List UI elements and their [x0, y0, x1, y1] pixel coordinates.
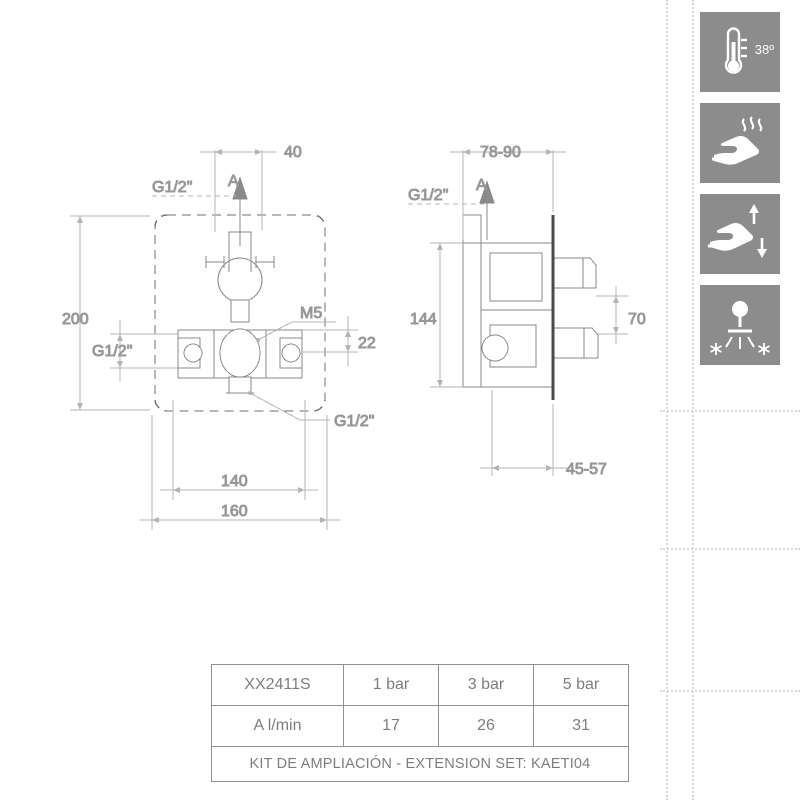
dim-200-label: 200: [62, 311, 89, 328]
dotted-divider-left: [666, 0, 668, 800]
cell-flow-3bar: 26: [439, 706, 534, 747]
dim-160-label: 160: [221, 503, 248, 520]
dim-45-57-label: 45-57: [566, 461, 607, 478]
cell-extension-set: KIT DE AMPLIACIÓN - EXTENSION SET: KAETI04: [212, 747, 629, 782]
dim-22-label: 22: [358, 335, 376, 352]
side-arrow-label: A: [476, 177, 487, 194]
table-row-header: [212, 665, 629, 706]
feature-icon-hot-water: [700, 103, 780, 183]
front-arrow-label: A: [228, 173, 239, 190]
dim-70: [596, 286, 628, 344]
dim-40-label: 40: [284, 144, 302, 161]
thermostatic-temp-label: 38º: [754, 42, 774, 57]
dotted-divider-h3: [660, 690, 800, 692]
side-valve-body: [463, 215, 598, 400]
table-row-flow: [212, 706, 629, 747]
feature-icon-shower-spray: [700, 285, 780, 365]
feature-icon-thermostatic: [700, 12, 780, 92]
label-m5: M5: [300, 305, 323, 322]
cell-1bar: 1 bar: [344, 665, 439, 706]
cell-flow-5bar: 31: [534, 706, 629, 747]
cell-model: XX2411S: [212, 665, 344, 706]
spec-table: [211, 664, 629, 782]
feature-icon-flow-adjust: [700, 194, 780, 274]
label-g12-left: G1/2": [92, 343, 133, 360]
dim-70-label: 70: [628, 311, 646, 328]
label-g12-top: G1/2": [152, 179, 193, 196]
dim-78-90-label: 78-90: [480, 144, 521, 161]
dotted-divider-h2: [660, 548, 800, 550]
hand-flow-adjust-icon: [700, 194, 780, 274]
leader-g12-bottom: [248, 391, 330, 420]
cell-flow-1bar: 17: [344, 706, 439, 747]
dotted-divider-h1: [660, 410, 800, 412]
feature-icon-column: [700, 12, 780, 376]
table-row-footer: [212, 747, 629, 782]
label-g12-side: G1/2": [408, 187, 449, 204]
hand-hot-water-icon: [700, 103, 780, 183]
dim-45-57: [480, 390, 570, 476]
dim-140-label: 140: [221, 473, 248, 490]
cell-5bar: 5 bar: [534, 665, 629, 706]
cell-flow-label: A l/min: [212, 706, 344, 747]
dim-22: [302, 316, 358, 366]
dim-144-label: 144: [410, 311, 437, 328]
front-valve-body: [178, 232, 302, 393]
dotted-divider-right: [692, 0, 694, 800]
shower-spray-icon: [700, 285, 780, 365]
cell-3bar: 3 bar: [439, 665, 534, 706]
label-g12-bottom: G1/2": [334, 413, 375, 430]
